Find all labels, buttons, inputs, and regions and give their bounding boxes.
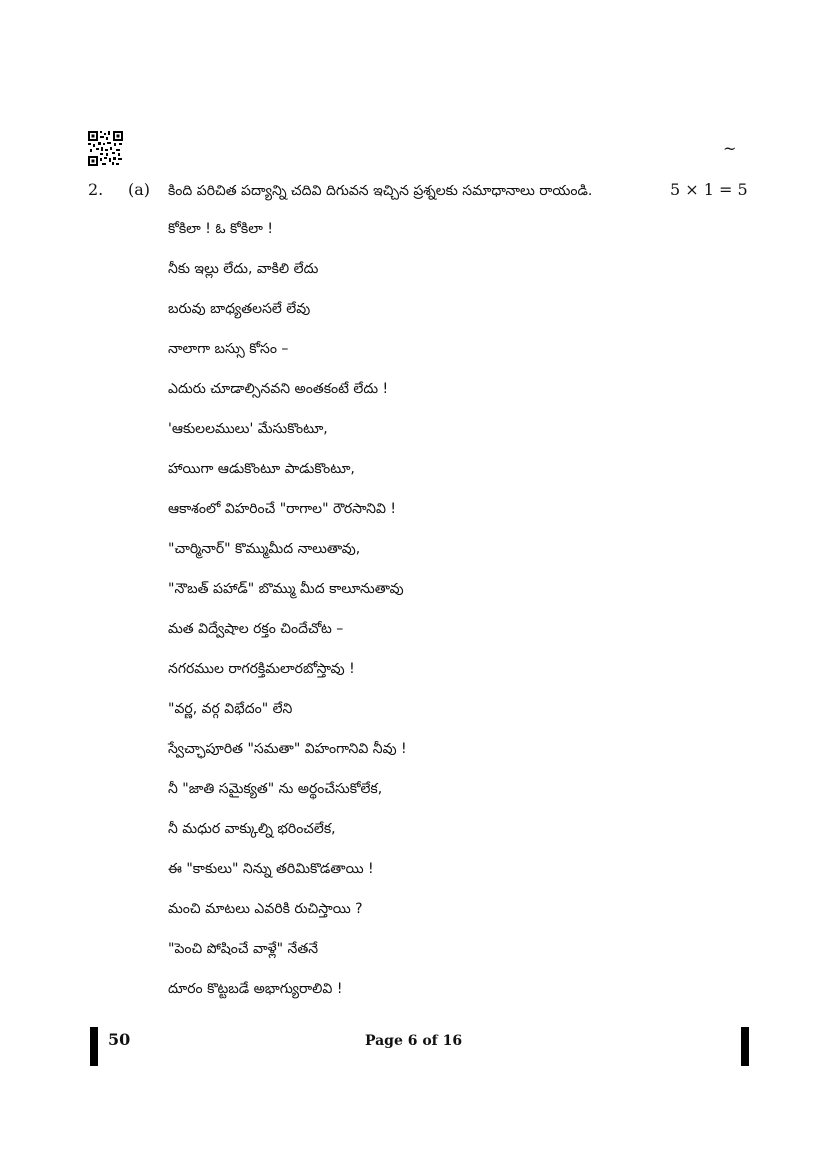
question-instruction: కింది పరిచిత పద్యాన్ని చదివి దిగువన ఇచ్చిన ప్రశ్నలకు సమాధానాలు రాయండి.	[168, 183, 593, 199]
corner-mark: ~	[723, 139, 737, 158]
poem-line: దూరం కొట్టబడే అభాగ్యురాలివి !	[168, 981, 343, 997]
poem-line: ఆకాశంలో విహరించే "రాగాల" రౌరసానివి !	[168, 501, 396, 517]
poem-line: నీకు ఇల్లు లేదు, వాకిలి లేదు	[168, 261, 319, 277]
poem-line: "నౌబత్ పహాడ్" బొమ్ము మీద కాలూనుతావు	[168, 581, 404, 597]
poem-line: మత విద్వేషాల రక్తం చిందేచోట –	[168, 621, 344, 637]
poem-line: "చార్మినార్" కొమ్ముమీద నాలుతావు,	[168, 541, 361, 557]
poem	[168, 218, 407, 1018]
qr-code	[88, 131, 123, 166]
poem-line: కోకిలా ! ఓ కోకిలా !	[168, 221, 273, 237]
poem-line: స్వేచ్ఛాపూరిత "సమతా" విహంగానివి నీవు !	[168, 741, 407, 757]
question-part: (a)	[128, 180, 151, 199]
poem-line: నీ "జాతి సమైక్యత" ను అర్థంచేసుకోలేక,	[168, 781, 383, 797]
footer-right-bar	[741, 1027, 749, 1066]
poem-line: ఎదురు చూడాల్సినవని అంతకంటే లేదు !	[168, 381, 389, 397]
question-number: 2.	[88, 180, 104, 199]
marks-allocation: 5 × 1 = 5	[670, 180, 748, 199]
poem-line: హాయిగా ఆడుకొంటూ పాడుకొంటూ,	[168, 461, 355, 477]
poem-line: మంచి మాటలు ఎవరికి రుచిస్తాయి ?	[168, 901, 363, 917]
poem-line: 'ఆకులలములు' మేసుకొంటూ,	[168, 421, 328, 437]
poem-line: నాలాగా బస్సు కోసం –	[168, 341, 289, 357]
poem-line: నగరముల రాగరక్తిమలారబోస్తావు !	[168, 661, 355, 677]
poem-line: "పెంచి పోషించే వాళ్లే" నేతనే	[168, 941, 319, 957]
page-number: Page 6 of 16	[364, 1033, 463, 1049]
poem-line: బరువు బాధ్యతలసలే లేవు	[168, 301, 311, 317]
paper-code: 50	[108, 1030, 131, 1049]
poem-line: "వర్ణ, వర్గ విభేదం" లేని	[168, 701, 293, 717]
poem-line: ఈ "కాకులు" నిన్ను తరిమికొడతాయి !	[168, 861, 374, 877]
poem-line: నీ మధుర వాక్కుల్ని భరించలేక,	[168, 821, 336, 837]
